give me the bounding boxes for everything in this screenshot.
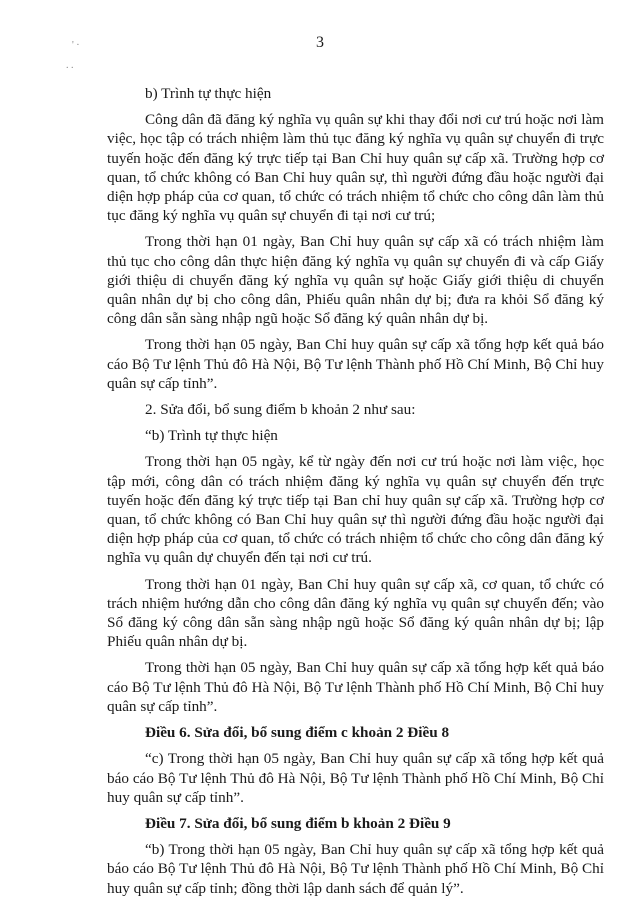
paragraph: 2. Sửa đổi, bổ sung điểm b khoản 2 như sau: bbox=[145, 401, 416, 419]
article-heading: Điều 6. Sửa đổi, bổ sung điểm c khoản 2 Điều 8 bbox=[145, 724, 450, 742]
paragraph: Trong thời hạn 05 ngày, Ban Chỉ huy quân sự cấp xã tổng hợp kết quả báo cáo Bộ Tư lệnh Thủ đô Hà Nội, Bộ Tư lệnh Thành phố Hồ Chí Minh, Bộ Chỉ huy quân sự cấp tỉnh”. bbox=[107, 336, 604, 392]
scan-mark: . . bbox=[66, 60, 74, 71]
paragraph: Trong thời hạn 01 ngày, Ban Chỉ huy quân sự cấp xã, cơ quan, tổ chức có trách nhiệm hướng dẫn cho công dân đăng ký nghĩa vụ quân sự chuyển đến; vào Sổ đăng ký công dân sẵn sàng nhập ngũ hoặc Sổ đăng ký quân nhân dự bị; lập Phiếu quân nhân dự bị. bbox=[107, 575, 604, 651]
paragraph: Công dân đã đăng ký nghĩa vụ quân sự khi thay đổi nơi cư trú hoặc nơi làm việc, học tập có trách nhiệm làm thủ tục đăng ký nghĩa vụ quân sự chuyển đi trực tuyến hoặc đến đăng ký trực tiếp tại Ban Chỉ huy quân sự cấp xã. Trường hợp cơ quan, tổ chức không có Ban Chỉ huy quân sự, thì người đứng đầu hoặc người đại diện hợp pháp của cơ quan, tổ chức có trách nhiệm tổ chức cho công dân làm thủ tục đăng ký nghĩa vụ quân sự chuyển đi tại nơi cư trú; bbox=[107, 111, 604, 225]
paragraph: b) Trình tự thực hiện bbox=[145, 85, 272, 102]
paragraph: Trong thời hạn 05 ngày, kể từ ngày đến nơi cư trú hoặc nơi làm việc, học tập mới, công dân có trách nhiệm đăng ký nghĩa vụ quân sự chuyển đến trực tuyến hoặc đến đăng ký trực tiếp tại Ban chỉ huy quân sự cấp xã. Trường hợp cơ quan, tổ chức không có Ban Chỉ huy quân sự thì người đứng đầu hoặc người đại diện hợp pháp của cơ quan, tổ chức có trách nhiệm tổ chức cho công dân đăng ký nghĩa vụ quân dự chuyển đến tại nơi cư trú. bbox=[107, 453, 604, 567]
article-heading: Điều 7. Sửa đổi, bổ sung điểm b khoản 2 Điều 9 bbox=[145, 814, 451, 832]
scan-mark: ' · bbox=[72, 40, 80, 51]
paragraph: “b) Trong thời hạn 05 ngày, Ban Chỉ huy quân sự cấp xã tổng hợp kết quả báo cáo Bộ Tư lệnh Thủ đô Hà Nội, Bộ Tư lệnh Thành phố Hồ Chí Minh, Bộ Chỉ huy quân sự cấp tỉnh; đồng thời lập danh sách để quản lý”. bbox=[107, 841, 604, 897]
paragraph: “b) Trình tự thực hiện bbox=[145, 427, 278, 445]
paragraph: Trong thời hạn 05 ngày, Ban Chỉ huy quân sự cấp xã tổng hợp kết quả báo cáo Bộ Tư lệnh Thủ đô Hà Nội, Bộ Tư lệnh Thành phố Hồ Chí Minh, Bộ Chỉ huy quân sự cấp tỉnh”. bbox=[107, 659, 604, 715]
page-number: 3 bbox=[316, 34, 324, 51]
paragraph: “c) Trong thời hạn 05 ngày, Ban Chỉ huy quân sự cấp xã tổng hợp kết quả báo cáo Bộ Tư lệnh Thủ đô Hà Nội, Bộ Tư lệnh Thành phố Hồ Chí Minh, Bộ Chỉ huy quân sự cấp tỉnh”. bbox=[107, 750, 604, 806]
paragraph: Trong thời hạn 01 ngày, Ban Chỉ huy quân sự cấp xã có trách nhiệm làm thủ tục cho công dân thực hiện đăng ký nghĩa vụ quân sự chuyển đi và cấp Giấy giới thiệu di chuyển đăng ký nghĩa vụ quân sự hoặc Giấy giới thiệu di chuyển quân nhân dự bị cho công dân, Phiếu quân nhân dự bị; đưa ra khỏi Sổ đăng ký công dân sẵn sàng nhập ngũ hoặc Sổ đăng ký quân nhân dự bị. bbox=[107, 233, 604, 328]
document-body bbox=[107, 84, 604, 905]
